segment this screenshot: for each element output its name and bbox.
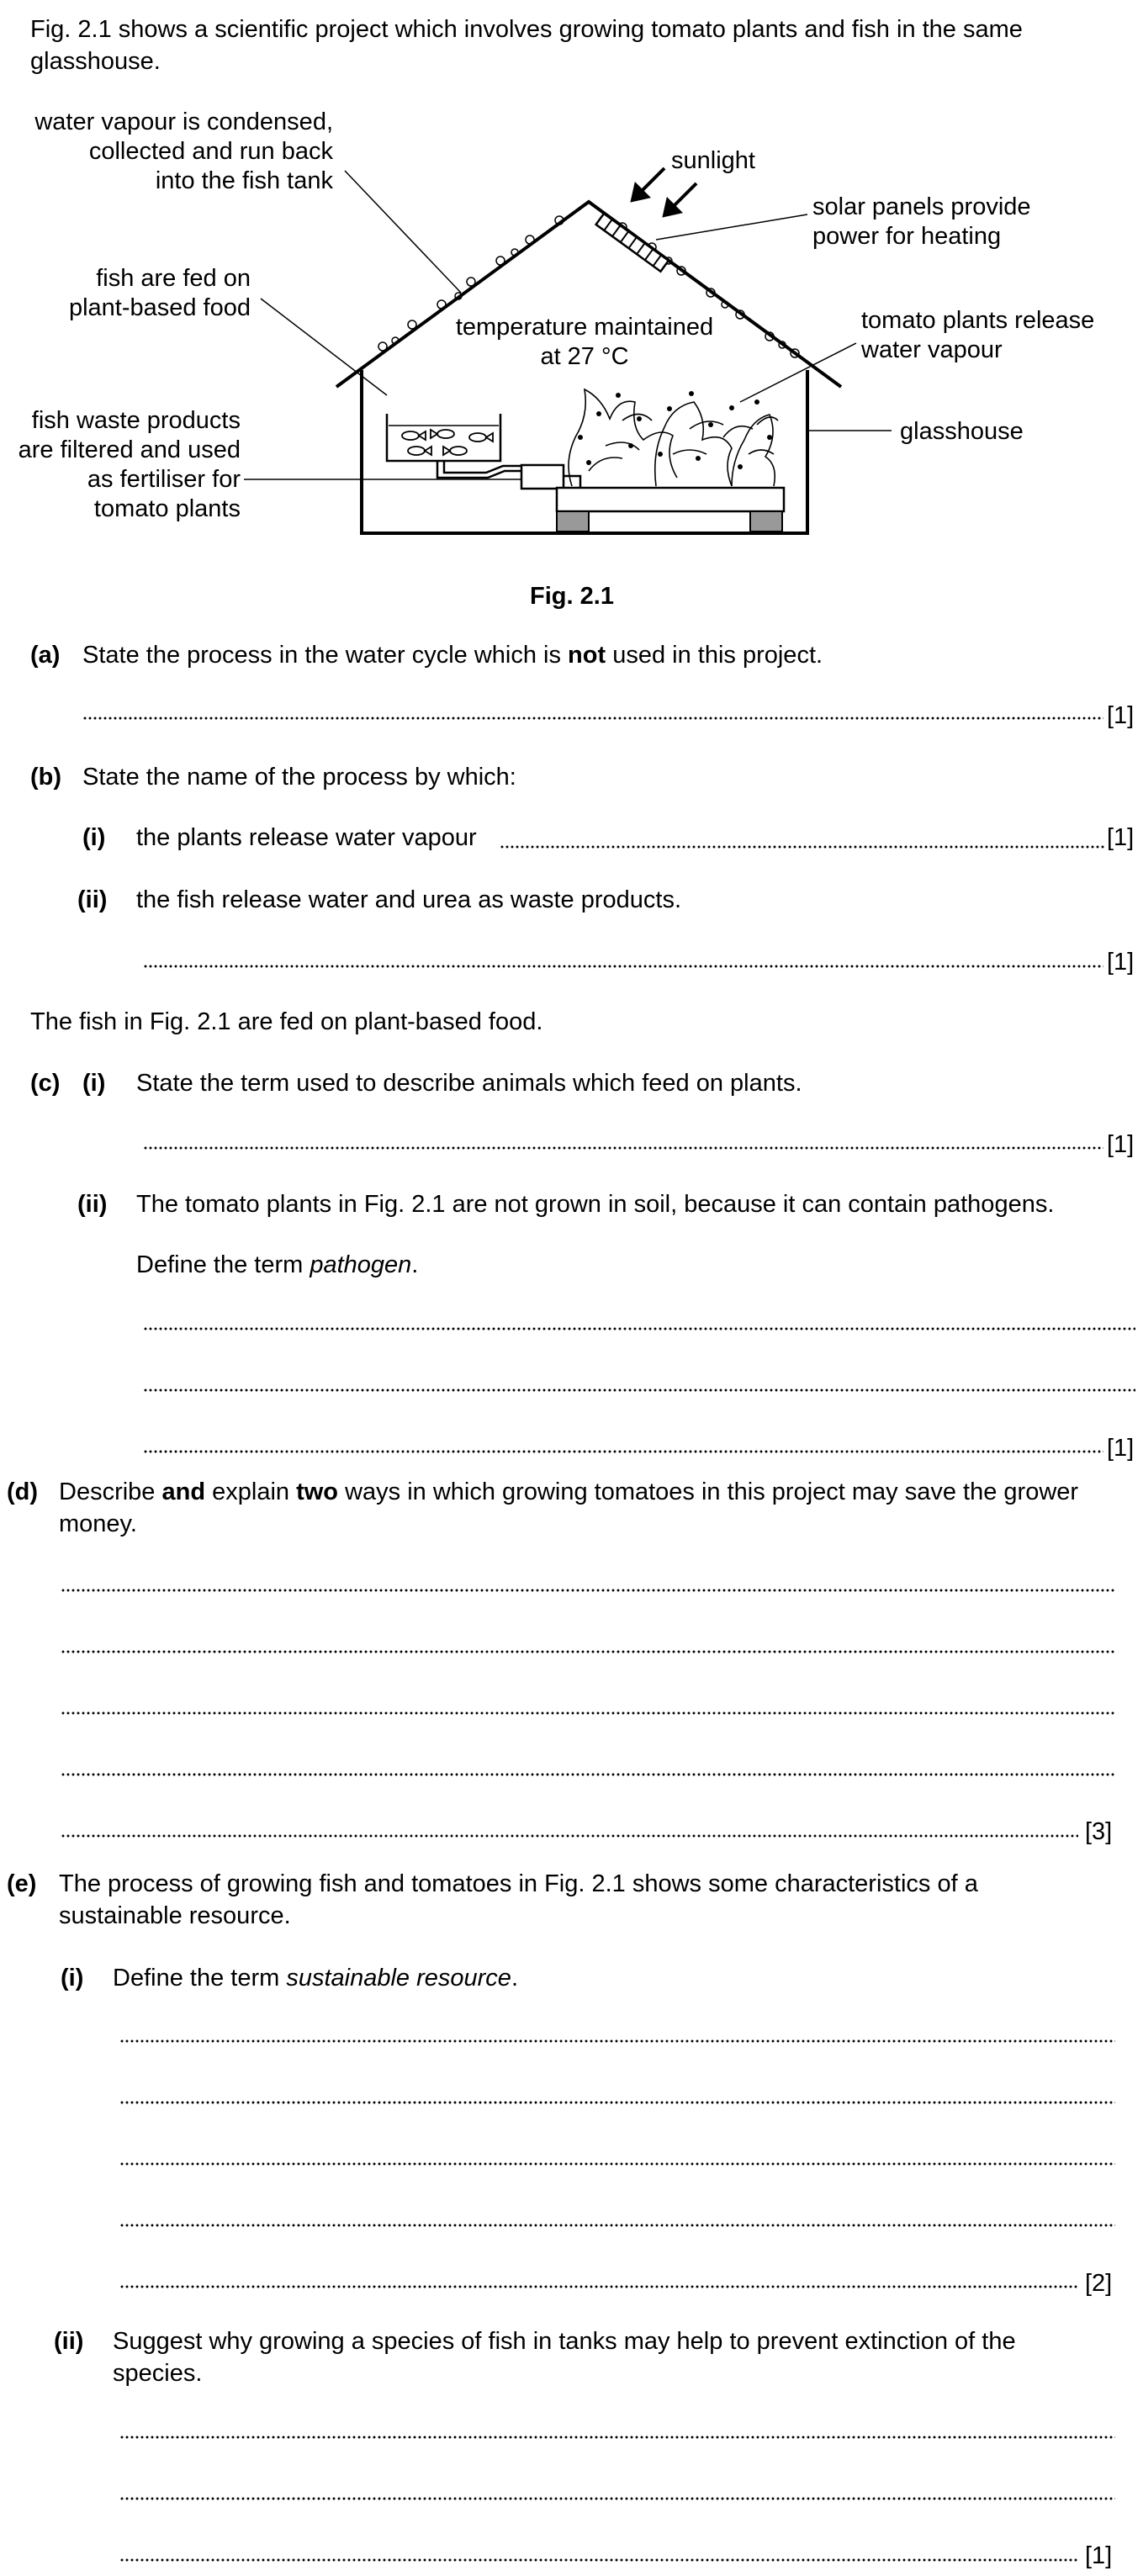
- q-e-i-text: Define the term sustainable resource.: [113, 1965, 518, 1992]
- q-c-ii-define: Define the term pathogen.: [136, 1251, 419, 1278]
- q-c-i-text: State the term used to describe animals which feed on plants.: [136, 1070, 802, 1097]
- fed-statement: The fish in Fig. 2.1 are fed on plant-based food.: [30, 1008, 543, 1035]
- label-water-vapour: water vapour is condensed, collected and run back into the fish tank: [34, 108, 333, 194]
- q-b-ii-text: the fish release water and urea as waste products.: [136, 886, 682, 913]
- answer-line[interactable]: [61, 1711, 1115, 1716]
- answer-line[interactable]: [61, 1649, 1115, 1654]
- label-sunlight: sunlight: [671, 147, 755, 174]
- q-d-text: Describe and explain two ways in which growing tomatoes in this project may save the grower money.: [59, 1478, 1079, 1537]
- answer-line[interactable]: [143, 1326, 1135, 1331]
- q-c-ii-text: The tomato plants in Fig. 2.1 are not grown in soil, because it can contain pathogens.: [136, 1191, 1055, 1218]
- answer-line[interactable]: [119, 2284, 1078, 2289]
- mark-allocation: [3]: [1085, 1818, 1113, 1845]
- mark-allocation: [1]: [1107, 1131, 1135, 1158]
- q-e-i-label: (i): [61, 1965, 84, 1992]
- answer-line[interactable]: [61, 1588, 1115, 1593]
- q-b-label: (b): [30, 764, 62, 791]
- answer-line[interactable]: [143, 1145, 1103, 1150]
- mark-allocation: [1]: [1085, 2542, 1113, 2569]
- answer-line[interactable]: [61, 1772, 1115, 1777]
- label-glasshouse: glasshouse: [900, 418, 1024, 445]
- label-fish-waste: fish waste products are filtered and used as fertiliser for tomato plants: [18, 407, 241, 522]
- q-e-label: (e): [7, 1870, 37, 1897]
- mark-allocation: [2]: [1085, 2270, 1113, 2297]
- answer-line[interactable]: [61, 1833, 1078, 1838]
- q-c-i-label: (i): [82, 1070, 106, 1097]
- answer-line[interactable]: [500, 844, 1105, 849]
- q-b-i-label: (i): [82, 824, 106, 851]
- label-solar-panels: solar panels provide power for heating: [812, 193, 1031, 250]
- q-b-ii-label: (ii): [77, 886, 108, 913]
- answer-line[interactable]: [119, 2223, 1115, 2228]
- mark-allocation: [1]: [1107, 702, 1135, 729]
- answer-line[interactable]: [119, 2039, 1115, 2044]
- q-e-ii-text: Suggest why growing a species of fish in tanks may help to prevent extinction of the species.: [113, 2328, 1016, 2387]
- q-c-label: (c): [30, 1070, 61, 1097]
- answer-line[interactable]: [119, 2557, 1078, 2563]
- mark-allocation: [1]: [1107, 824, 1135, 851]
- answer-line[interactable]: [82, 716, 1103, 721]
- answer-line[interactable]: [119, 2496, 1115, 2501]
- answer-line[interactable]: [119, 2100, 1115, 2105]
- q-a-text: State the process in the water cycle which is not used in this project.: [82, 642, 823, 669]
- answer-line[interactable]: [143, 964, 1103, 969]
- q-e-text: The process of growing fish and tomatoes in Fig. 2.1 shows some characteristics of a sustainable resource.: [59, 1870, 978, 1929]
- answer-line[interactable]: [143, 1388, 1135, 1393]
- q-a-label: (a): [30, 642, 61, 669]
- figure-caption: Fig. 2.1: [530, 583, 614, 610]
- answer-line[interactable]: [119, 2435, 1115, 2440]
- q-b-i-text: the plants release water vapour: [136, 824, 477, 851]
- label-fish-fed: fish are fed on plant-based food: [68, 265, 251, 321]
- mark-allocation: [1]: [1107, 949, 1135, 976]
- label-tomato-release: tomato plants release water vapour: [861, 307, 1095, 363]
- q-c-ii-label: (ii): [77, 1191, 108, 1218]
- q-d-label: (d): [7, 1478, 39, 1505]
- answer-line[interactable]: [119, 2161, 1115, 2166]
- answer-line[interactable]: [143, 1449, 1103, 1454]
- label-temperature: temperature maintained at 27 °C: [455, 314, 714, 370]
- q-b-text: State the name of the process by which:: [82, 764, 516, 791]
- mark-allocation: [1]: [1107, 1435, 1135, 1462]
- q-e-ii-label: (ii): [54, 2328, 84, 2355]
- intro-text: Fig. 2.1 shows a scientific project which involves growing tomato plants and fish in the same glasshouse.: [30, 16, 1023, 75]
